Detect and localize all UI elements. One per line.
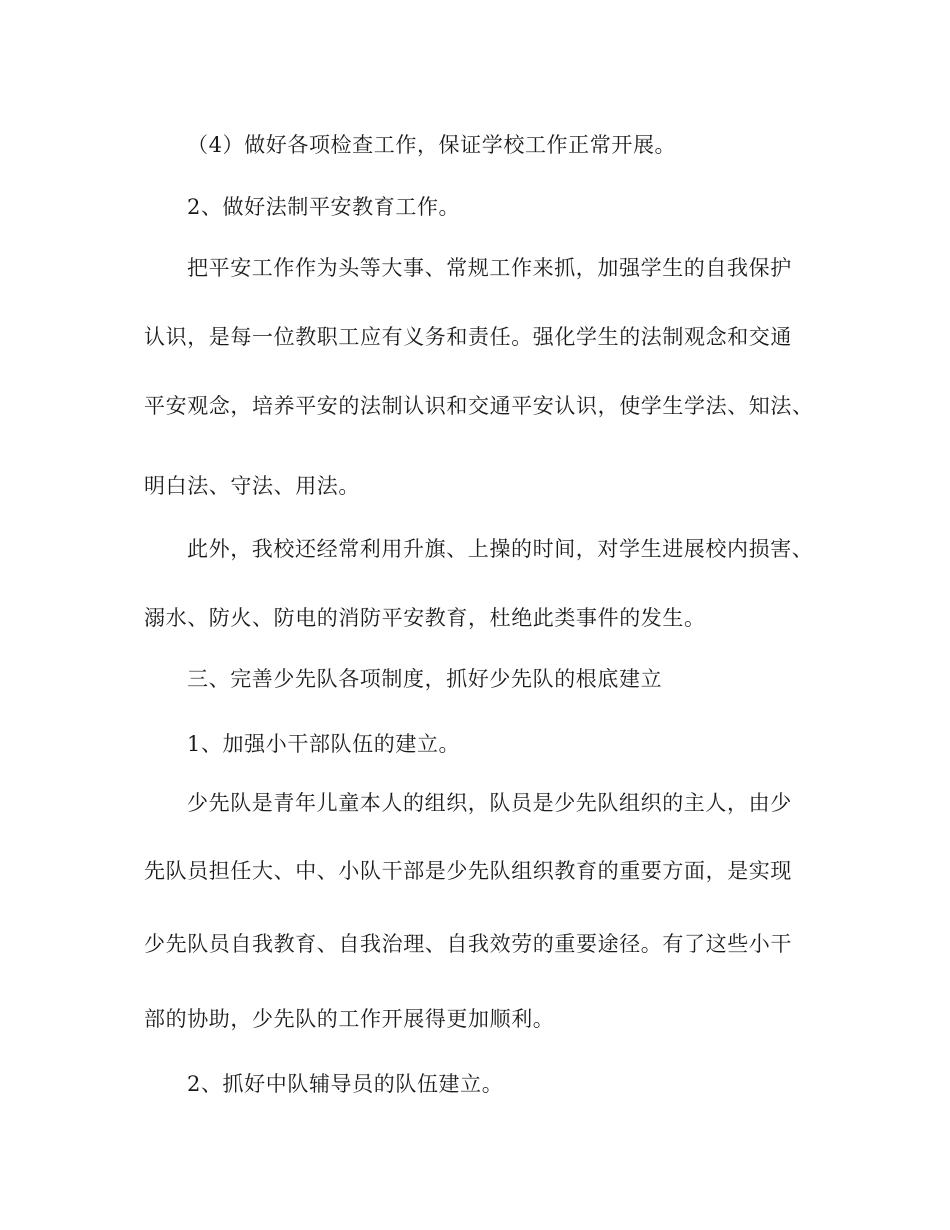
paragraph-line: 认识，是每一位教职工应有义务和责任。强化学生的法制观念和交通	[144, 325, 792, 349]
paragraph-line: 把平安工作作为头等大事、常规工作来抓，加强学生的自我保护	[187, 256, 792, 280]
section-heading: 2、做好法制平安教育工作。	[187, 195, 461, 219]
section-heading: 2、抓好中队辅导员的队伍建立。	[187, 1072, 504, 1096]
paragraph-line: 平安观念，培养平安的法制认识和交通平安认识，使学生学法、知法、	[144, 394, 814, 418]
paragraph-line: 少先队员自我教育、自我治理、自我效劳的重要途径。有了这些小干	[144, 932, 792, 956]
section-heading: 1、加强小干部队伍的建立。	[187, 732, 461, 756]
paragraph-line: 此外，我校还经常利用升旗、上操的时间，对学生进展校内损害、	[187, 537, 814, 561]
section-heading: 三、完善少先队各项制度，抓好少先队的根底建立	[187, 667, 663, 691]
paragraph-line: 部的协助，少先队的工作开展得更加顺利。	[144, 1007, 555, 1031]
paragraph-line: 先队员担任大、中、小队干部是少先队组织教育的重要方面，是实现	[144, 859, 792, 883]
paragraph-line: （4）做好各项检查工作，保证学校工作正常开展。	[187, 133, 677, 157]
paragraph-line: 溺水、防火、防电的消防平安教育，杜绝此类事件的发生。	[144, 606, 706, 630]
paragraph-line: 明白法、守法、用法。	[144, 474, 360, 498]
paragraph-line: 少先队是青年儿童本人的组织，队员是少先队组织的主人，由少	[187, 791, 792, 815]
